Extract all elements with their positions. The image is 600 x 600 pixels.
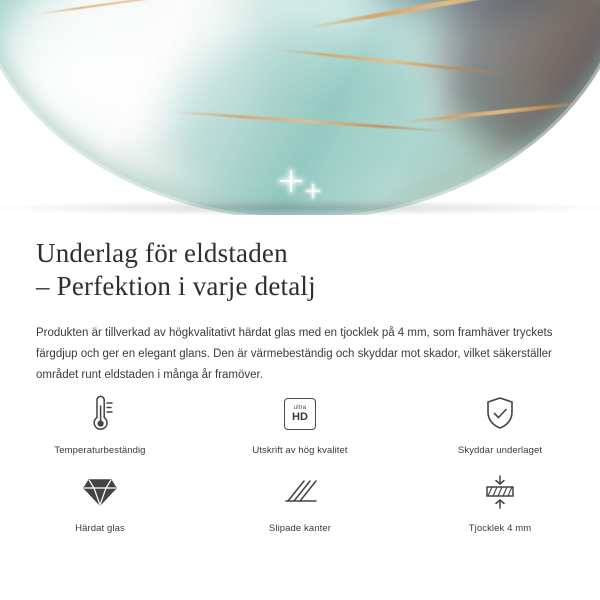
headline-line-1: Underlag för eldstaden (36, 238, 288, 268)
feature-label: Tjocklek 4 mm (468, 523, 532, 534)
marble-blob (170, 30, 430, 215)
shield-check-icon (483, 392, 517, 436)
feature-label: Slipade kanter (268, 523, 332, 534)
content-block (0, 215, 600, 386)
feature-label: Utskrift av hög kvalitet (252, 445, 348, 456)
feature-item-temperature (0, 392, 200, 456)
disc-drop-shadow (0, 200, 600, 215)
feature-item-print-quality (200, 392, 400, 456)
marble-surface (0, 0, 600, 215)
headline-line-2: – Perfektion i varje detalj (36, 271, 316, 301)
feature-item-protection (400, 392, 600, 456)
feature-item-tempered-glass (0, 470, 200, 534)
diamond-icon (82, 470, 118, 514)
feature-label: Härdat glas (75, 523, 125, 534)
feature-label: Skyddar underlaget (457, 445, 543, 456)
body-text: Produkten är tillverkad av högkvalitativt härdat glas med en tjocklek på 4 mm, som framhäver tryckets färgdjup och ger en elegant glans. Den är värmebeständig och skyddar mot skador, vilket säkerställer området runt eldstaden i många år framöver. (36, 327, 553, 381)
glass-disc (0, 0, 600, 215)
marble-blob (440, 0, 600, 160)
feature-item-polished-edges (200, 470, 400, 534)
ultra-hd-icon (284, 392, 316, 436)
hero-image (0, 0, 600, 215)
thickness-icon (482, 470, 518, 514)
polished-edges-icon (282, 470, 318, 514)
page-title (36, 237, 556, 303)
feature-label: Temperaturbeständig (54, 445, 146, 456)
badge-top-text: ultra (293, 405, 307, 411)
feature-item-thickness (400, 470, 600, 534)
feature-grid (0, 392, 600, 534)
badge-bottom-text: HD (292, 411, 308, 423)
thermometer-icon (83, 392, 117, 436)
